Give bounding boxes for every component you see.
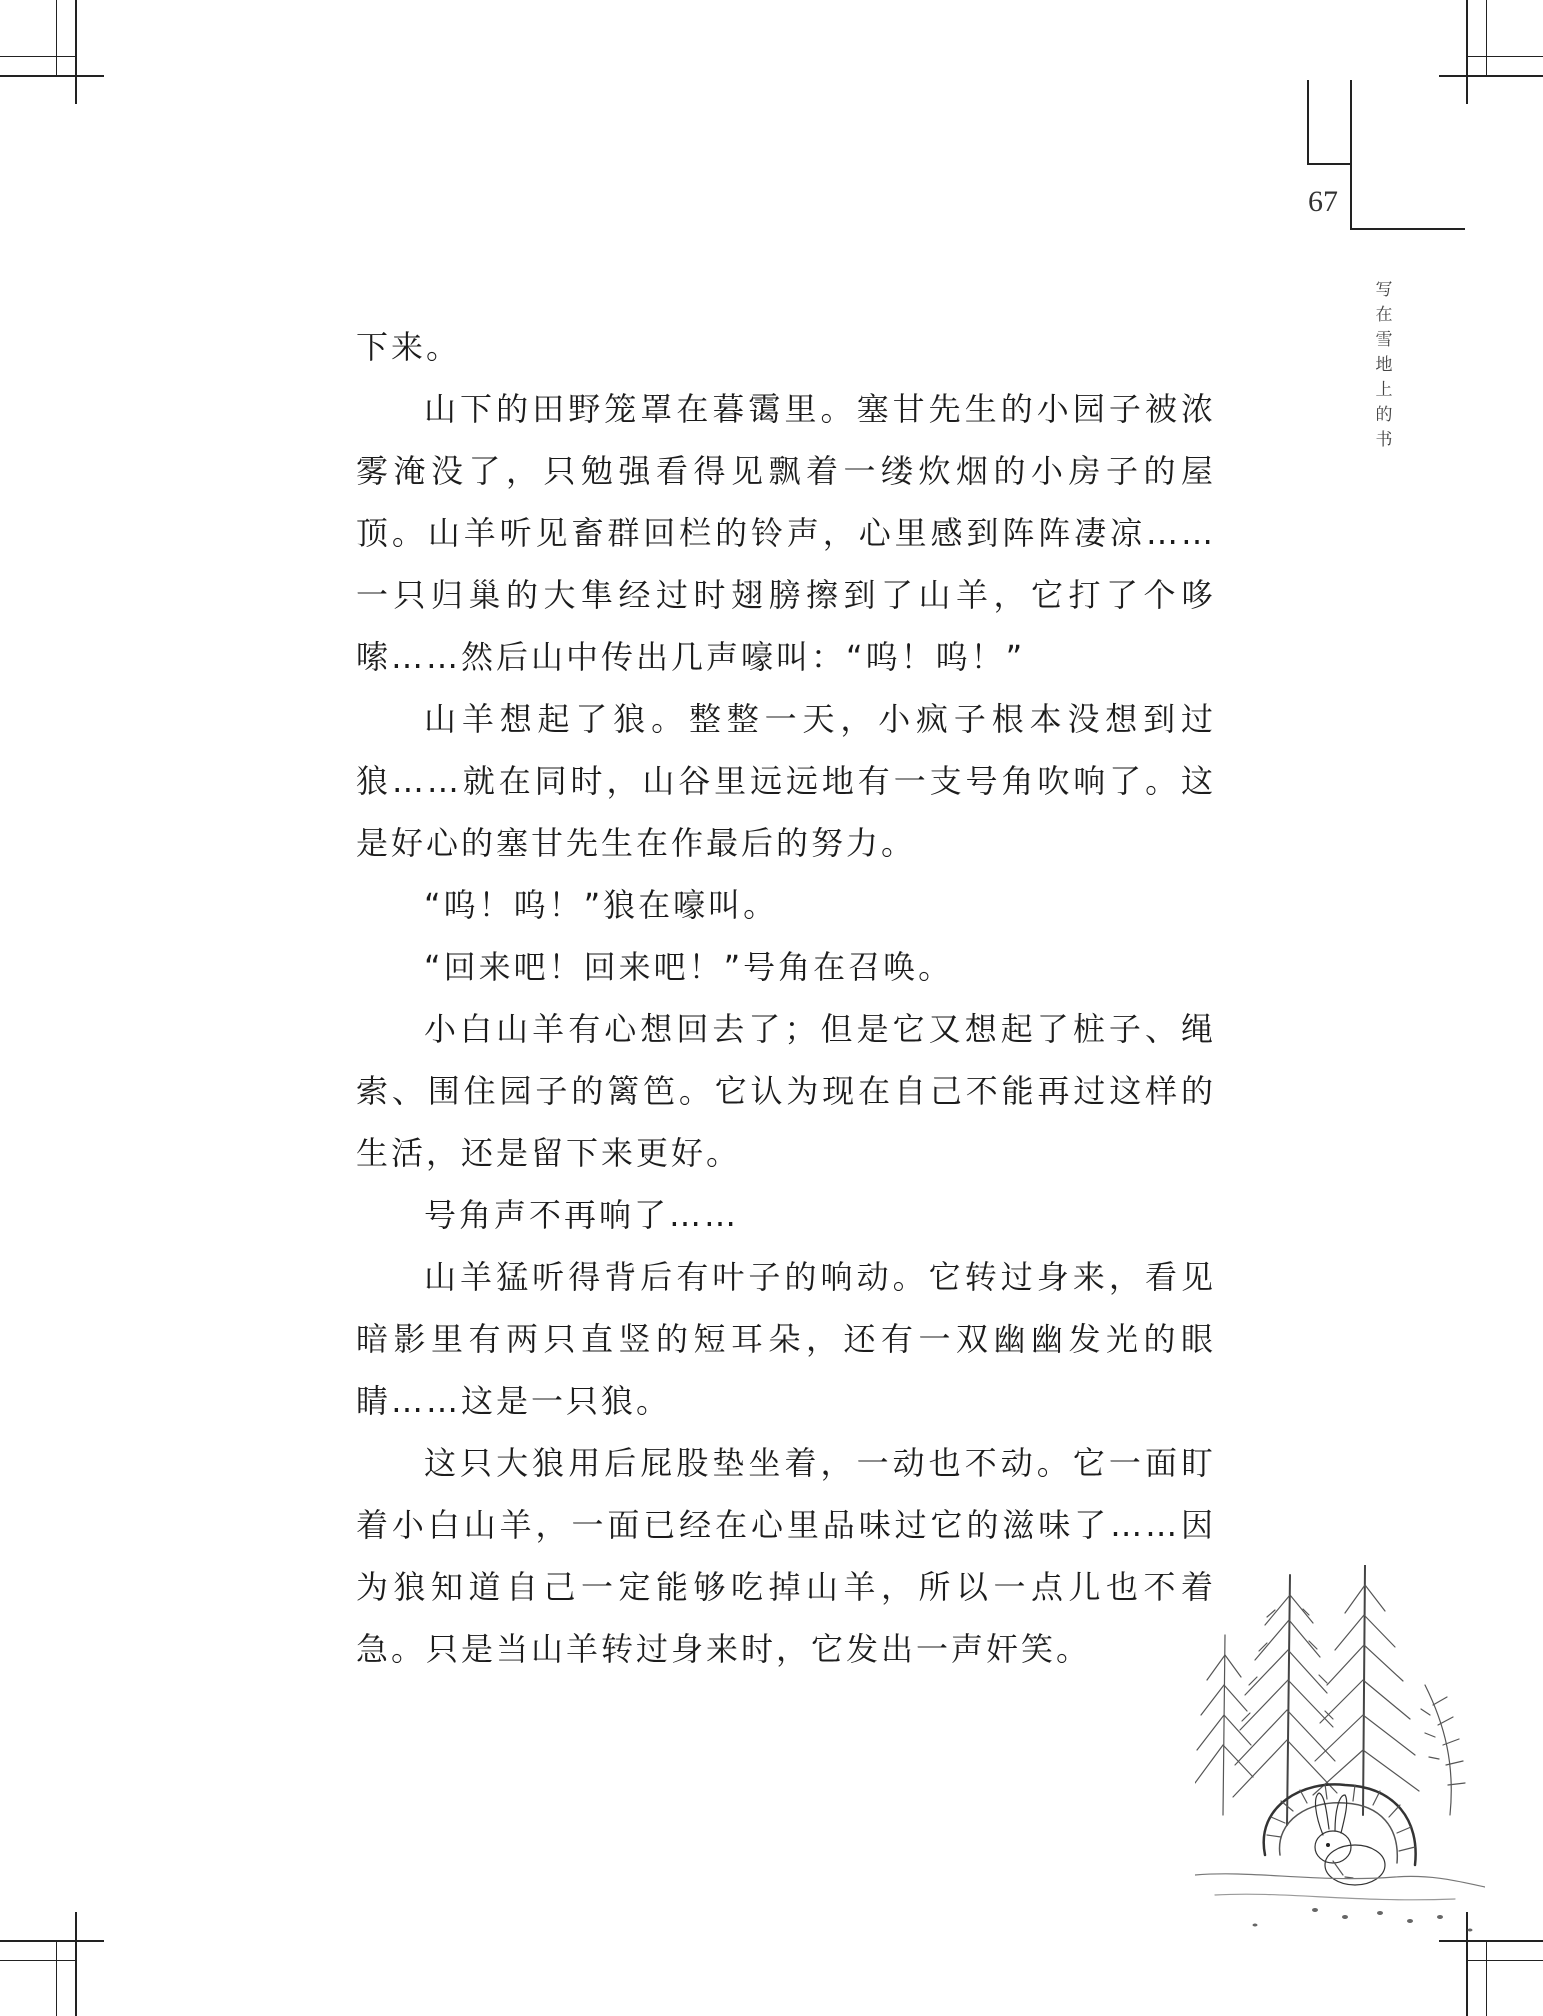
crop-mark bbox=[56, 0, 57, 76]
crop-mark bbox=[1486, 0, 1487, 76]
rabbit-forest-illustration bbox=[1195, 1565, 1485, 1945]
paragraph: 山下的田野笼罩在暮霭里。塞甘先生的小园子被浓雾淹没了，只勉强看得见飘着一缕炊烟的小房子的屋顶。山羊听见畜群回栏的铃声，心里感到阵阵凄凉……一只归巢的大隼经过时翅膀擦到了山羊，它打了个哆嗦……然后山中传出几声嚎叫：“呜！呜！” bbox=[356, 390, 1216, 676]
paragraph: 下来。 bbox=[356, 328, 462, 366]
paragraph: 山羊猛听得背后有叶子的响动。它转过身来，看见暗影里有两只直竖的短耳朵，还有一双幽幽发光的眼睛……这是一只狼。 bbox=[356, 1258, 1216, 1420]
header-rule bbox=[1307, 163, 1352, 165]
crop-mark bbox=[1466, 0, 1468, 104]
crop-mark bbox=[1467, 1960, 1543, 1961]
paragraph: 这只大狼用后屁股垫坐着，一动也不动。它一面盯着小白山羊，一面已经在心里品味过它的滋味了……因为狼知道自己一定能够吃掉山羊，所以一点儿也不着急。只是当山羊转过身来时，它发出一声奸笑。 bbox=[356, 1444, 1216, 1668]
paragraph: 号角声不再响了…… bbox=[424, 1196, 740, 1234]
header-rule bbox=[1350, 228, 1465, 230]
crop-mark bbox=[75, 1912, 77, 2016]
running-title: 写在雪地上的书 bbox=[1375, 280, 1393, 450]
crop-mark bbox=[1486, 1940, 1487, 2016]
crop-mark bbox=[1439, 75, 1543, 77]
paragraph: 山羊想起了狼。整整一天，小疯子根本没想到过狼……就在同时，山谷里远远地有一支号角吹响了。这是好心的塞甘先生在作最后的努力。 bbox=[356, 700, 1216, 862]
paragraph: 小白山羊有心想回去了；但是它又想起了桩子、绳索、围住园子的篱笆。它认为现在自己不能再过这样的生活，还是留下来更好。 bbox=[356, 1010, 1216, 1172]
crop-mark bbox=[0, 56, 76, 57]
crop-mark bbox=[56, 1940, 57, 2016]
header-rule bbox=[1307, 80, 1309, 165]
crop-mark bbox=[0, 75, 104, 77]
crop-mark bbox=[0, 1960, 76, 1961]
crop-mark bbox=[0, 1940, 104, 1942]
body-text bbox=[356, 316, 1216, 1680]
crop-mark bbox=[75, 0, 77, 104]
paragraph: “回来吧！回来吧！”号角在召唤。 bbox=[424, 948, 954, 986]
paragraph: “呜！呜！”狼在嚎叫。 bbox=[424, 886, 779, 924]
crop-mark bbox=[1467, 56, 1543, 57]
page-number: 67 bbox=[1308, 185, 1338, 218]
